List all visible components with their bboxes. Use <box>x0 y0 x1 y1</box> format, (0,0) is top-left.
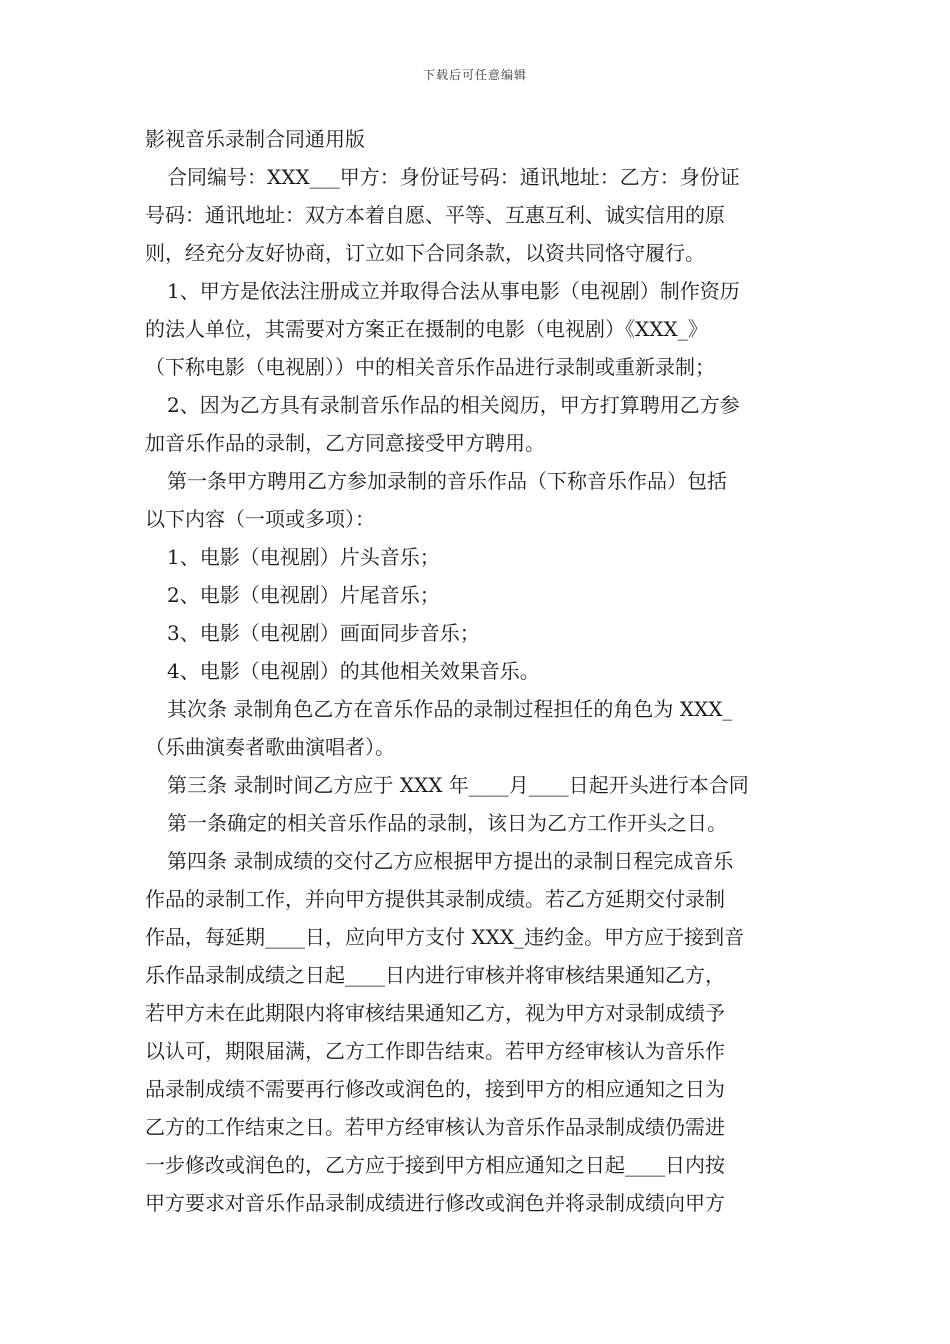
text-line: 第三条 录制时间乙方应于 XXX 年____月____日起开头进行本合同 <box>167 773 749 797</box>
text-line: 则，经充分友好协商，订立如下合同条款，以资共同恪守履行。 <box>145 241 705 265</box>
text-line: 乙方的工作结束之日。若甲方经审核认为音乐作品录制成绩仍需进 <box>145 1115 725 1139</box>
document-title: 影视音乐录制合同通用版 <box>145 127 365 151</box>
text-line: 号码：通讯地址：双方本着自愿、平等、互惠互利、诚实信用的原 <box>145 203 725 227</box>
text-line: 第一条确定的相关音乐作品的录制，该日为乙方工作开头之日。 <box>167 811 727 835</box>
text-line: （下称电影（电视剧））中的相关音乐作品进行录制或重新录制； <box>145 355 715 379</box>
text-line: （乐曲演奏者歌曲演唱者）。 <box>145 735 395 759</box>
text-line: 甲方要求对音乐作品录制成绩进行修改或润色并将录制成绩向甲方 <box>145 1191 725 1215</box>
list-item: 4、电影（电视剧）的其他相关效果音乐。 <box>167 659 540 683</box>
text-line: 其次条 录制角色乙方在音乐作品的录制过程担任的角色为 XXX_ <box>167 697 733 721</box>
text-line: 一步修改或润色的，乙方应于接到甲方相应通知之日起____日内按 <box>145 1153 725 1177</box>
text-line: 第四条 录制成绩的交付乙方应根据甲方提出的录制日程完成音乐 <box>167 849 734 873</box>
text-line: 若甲方未在此期限内将审核结果通知乙方，视为甲方对录制成绩予 <box>145 1001 725 1025</box>
text-line: 乐作品录制成绩之日起____日内进行审核并将审核结果通知乙方， <box>145 963 725 987</box>
list-item: 3、电影（电视剧）画面同步音乐； <box>167 621 480 645</box>
text-line: 1、甲方是依法注册成立并取得合法从事电影（电视剧）制作资历 <box>167 279 740 303</box>
text-line: 2、因为乙方具有录制音乐作品的相关阅历，甲方打算聘用乙方参 <box>167 393 740 417</box>
text-line: 第一条甲方聘用乙方参加录制的音乐作品（下称音乐作品）包括 <box>167 469 727 493</box>
text-line: 作品，每延期____日，应向甲方支付 XXX_违约金。甲方应于接到音 <box>145 925 745 949</box>
text-line: 品录制成绩不需要再行修改或润色的，接到甲方的相应通知之日为 <box>145 1077 725 1101</box>
text-line: 作品的录制工作，并向甲方提供其录制成绩。若乙方延期交付录制 <box>145 887 725 911</box>
text-line: 以认可，期限届满，乙方工作即告结束。若甲方经审核认为音乐作 <box>145 1039 725 1063</box>
page-header-note: 下载后可任意编辑 <box>422 68 527 82</box>
text-line: 加音乐作品的录制，乙方同意接受甲方聘用。 <box>145 431 545 455</box>
text-line: 的法人单位，其需要对方案正在摄制的电影（电视剧）《XXX_》 <box>145 317 708 341</box>
text-line: 合同编号：XXX___甲方：身份证号码：通讯地址：乙方：身份证 <box>167 165 740 189</box>
list-item: 1、电影（电视剧）片头音乐； <box>167 545 440 569</box>
list-item: 2、电影（电视剧）片尾音乐； <box>167 583 440 607</box>
document-body <box>145 120 815 1222</box>
text-line: 以下内容（一项或多项）： <box>145 507 375 531</box>
